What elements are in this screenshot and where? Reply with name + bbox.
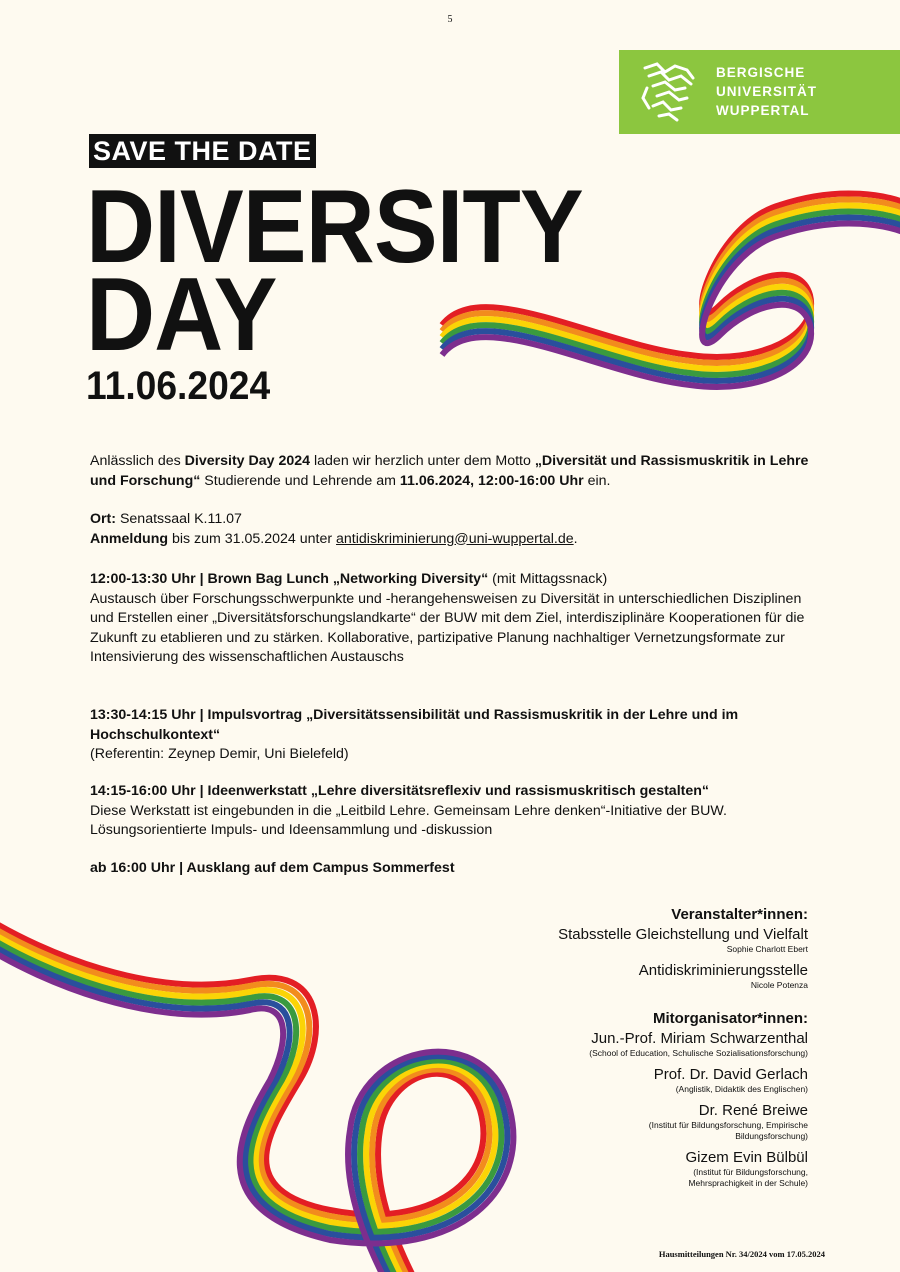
logo-line-1: BERGISCHE <box>716 65 806 80</box>
save-the-date-label: SAVE THE DATE <box>89 134 316 168</box>
location-value: Senatssaal K.11.07 <box>116 511 242 527</box>
co-organizer-note: (Anglistik, Didaktik des Englischen) <box>675 1084 808 1094</box>
intro-text-3: Studierende und Lehrende am <box>200 472 400 489</box>
session-4-head: ab 16:00 Uhr | Ausklang auf dem Campus Sommerfest <box>90 860 455 876</box>
location-label: Ort: <box>90 511 117 527</box>
intro-paragraph <box>90 452 810 491</box>
co-organizer-note: (Institut für Bildungsforschung, Empirische Bildungsforschung) <box>648 1120 808 1141</box>
lion-emblem-icon <box>635 58 703 126</box>
session-2 <box>90 706 810 765</box>
session-1-head-extra: (mit Mittagssnack) <box>488 571 608 587</box>
registration-text: bis zum 31.05.2024 unter <box>168 530 337 547</box>
university-logo <box>619 50 900 134</box>
session-1 <box>90 570 810 668</box>
intro-bold-3: 11.06.2024, 12:00-16:00 Uhr <box>399 472 584 489</box>
registration-end: . <box>573 530 578 547</box>
co-organizer-name: Jun.-Prof. Miriam Schwarzenthal <box>591 1030 808 1047</box>
session-1-body: Austausch über Forschungsschwerpunkte und -herangehensweisen zu Diversität in unterschiedlichen Disziplinen und Erstellen einer „Diversitätsforschungslandkarte“ der BUW mit dem Ziel, interdisziplinäre Kooperationen für die Zukunft zu etablieren und zu stärken. Kollaborative, partizipative Planung nachhaltiger Vernetzungsformate zur Intensivierung des wissenschaftlichen Austauschs <box>90 590 805 665</box>
co-organizer-note: (Institut für Bildungsforschung, Mehrsprachigkeit in der Schule) <box>688 1167 808 1188</box>
session-2-head: 13:30-14:15 Uhr | Impulsvortrag „Diversitätssensibilität und Rassismuskritik in der Lehre und im Hochschulkontext“ <box>90 707 739 743</box>
co-organizer-name: Dr. René Breiwe <box>698 1102 808 1119</box>
intro-text-4: ein. <box>583 472 611 489</box>
co-organizer-name: Prof. Dr. David Gerlach <box>653 1066 808 1083</box>
organizer-note: Sophie Charlott Ebert <box>726 944 808 954</box>
session-4 <box>90 859 810 879</box>
title-line-2: DAY <box>86 257 277 373</box>
page-number: 5 <box>447 14 453 25</box>
co-organizers-heading: Mitorganisator*innen: <box>652 1010 808 1027</box>
registration-email-link[interactable]: antidiskriminierung@uni-wuppertal.de <box>336 530 574 547</box>
logo-line-3: WUPPERTAL <box>716 103 810 118</box>
page-title <box>86 169 583 373</box>
organizer-name: Stabsstelle Gleichstellung und Vielfalt <box>558 926 808 943</box>
location-block <box>90 510 810 549</box>
footer-note: Hausmitteilungen Nr. 34/2024 vom 17.05.2024 <box>658 1249 825 1259</box>
intro-bold-1: Diversity Day 2024 <box>184 453 311 469</box>
organizer-name: Antidiskriminierungsstelle <box>638 962 808 979</box>
title-line-1: DIVERSITY <box>86 169 583 285</box>
session-3-body: Diese Werkstatt ist eingebunden in die „Leitbild Lehre. Gemeinsam Lehre denken“-Initiative der BUW. Lösungsorientierte Impuls- und Ideensammlung und -diskussion <box>90 802 727 838</box>
intro-text-1: Anlässlich des <box>90 453 185 469</box>
organizers-block <box>388 905 808 1195</box>
registration-label: Anmeldung <box>90 530 169 547</box>
co-organizer-note: (School of Education, Schulische Sozialisationsforschung) <box>589 1048 808 1058</box>
session-3-head: 14:15-16:00 Uhr | Ideenwerkstatt „Lehre diversitätsreflexiv und rassismuskritisch gestalten“ <box>90 783 710 799</box>
logo-line-2: UNIVERSITÄT <box>716 84 818 99</box>
organizer-note: Nicole Potenza <box>750 980 808 990</box>
co-organizer-name: Gizem Evin Bülbül <box>685 1149 808 1166</box>
intro-bold-2: „Diversität und Rassismuskritik in Lehre und Forschung“ <box>90 453 809 489</box>
event-date: 11.06.2024 <box>86 364 271 408</box>
intro-text-2: laden wir herzlich unter dem Motto <box>310 453 535 469</box>
session-2-body: (Referentin: Zeynep Demir, Uni Bielefeld) <box>90 746 349 762</box>
session-1-head: 12:00-13:30 Uhr | Brown Bag Lunch „Networking Diversity“ <box>90 571 489 587</box>
session-3 <box>90 782 810 841</box>
organizers-heading: Veranstalter*innen: <box>671 906 808 923</box>
